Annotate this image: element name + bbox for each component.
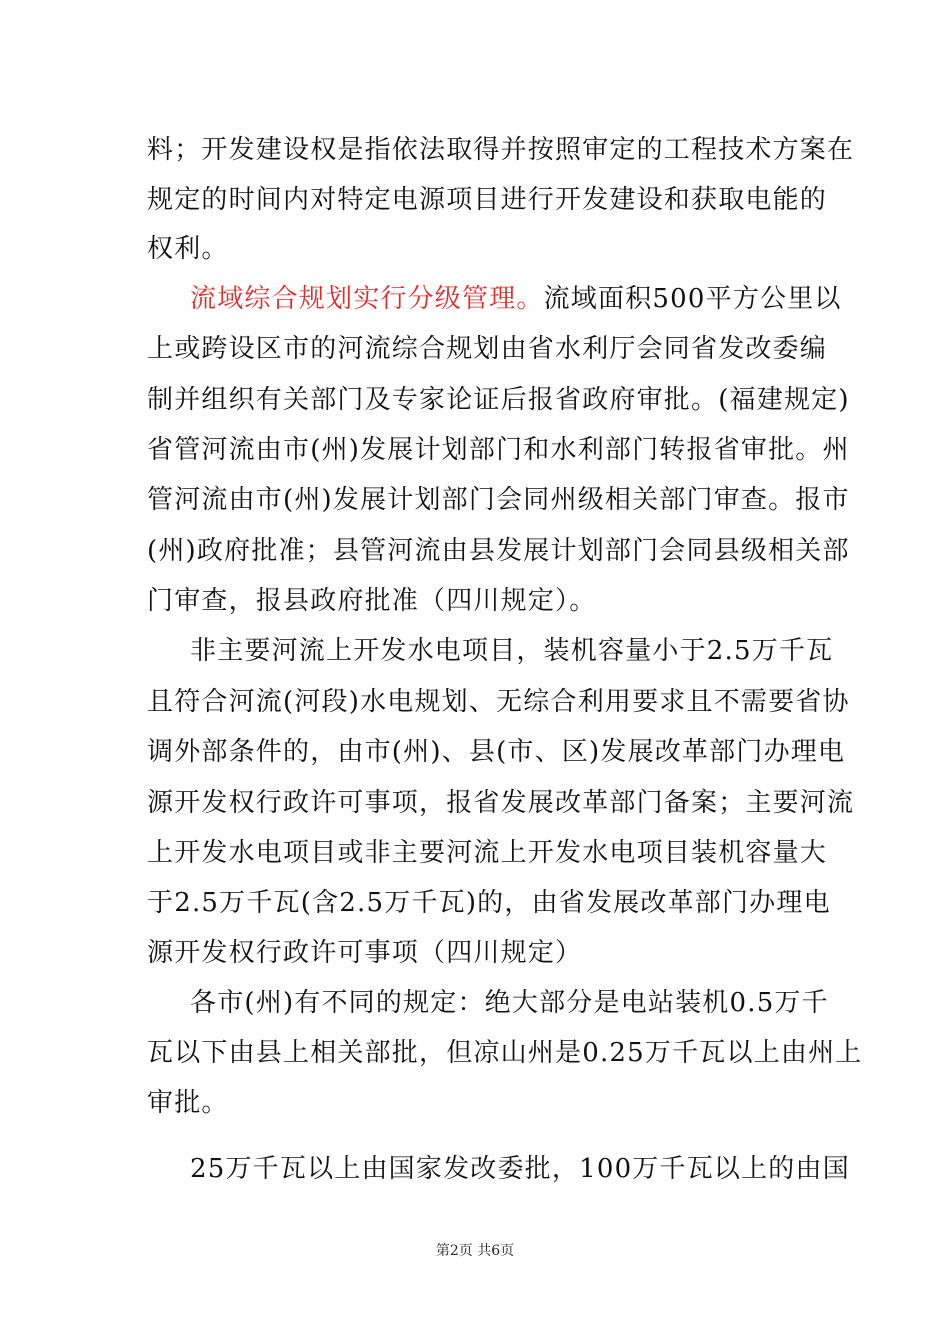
text-line: 制并组织有关部门及专家论证后报省政府审批。(福建规定) bbox=[147, 385, 850, 415]
text-line: 各市(州)有不同的规定：绝大部分是电站装机0.5万千 bbox=[190, 988, 829, 1018]
page-number-footer: 第2页 共6页 bbox=[435, 1243, 515, 1259]
paragraph-heading-line bbox=[190, 282, 870, 316]
text-line: 料；开发建设权是指依法取得并按照审定的工程技术方案在 bbox=[147, 135, 855, 165]
text-line: 源开发权行政许可事项，报省发展改革部门备案；主要河流 bbox=[147, 788, 855, 818]
text-line: 25万千瓦以上由国家发改委批，100万千瓦以上的由国 bbox=[190, 1154, 850, 1184]
text-line: 门审查，报县政府批准（四川规定）。 bbox=[147, 586, 597, 616]
text-line: 上或跨设区市的河流综合规划由省水利厅会同省发改委编 bbox=[147, 334, 828, 364]
text-line: 于2.5万千瓦(含2.5万千瓦)的，由省发展改革部门办理电 bbox=[147, 888, 831, 918]
text-line: 管河流由市(州)发展计划部门会同州级相关部门审查。报市 bbox=[147, 485, 850, 515]
text-line: 瓦以下由县上相关部批，但凉山州是0.25万千瓦以上由州上 bbox=[147, 1038, 863, 1068]
text-line: 调外部条件的，由市(州)、县(市、区)发展改革部门办理电 bbox=[147, 737, 846, 767]
text-line: 非主要河流上开发水电项目，装机容量小于2.5万千瓦 bbox=[190, 636, 834, 666]
text-line: 源开发权行政许可事项（四川规定） bbox=[147, 938, 583, 968]
text-line: 上开发水电项目或非主要河流上开发水电项目装机容量大 bbox=[147, 838, 828, 868]
text-line: 权利。 bbox=[147, 234, 229, 264]
highlighted-heading: 流域综合规划实行分级管理。 bbox=[190, 284, 544, 314]
text-line: (州)政府批准；县管河流由县发展计划部门会同县级相关部 bbox=[147, 536, 850, 566]
text-line: 审批。 bbox=[147, 1088, 229, 1118]
text-line: 规定的时间内对特定电源项目进行开发建设和获取电能的 bbox=[147, 185, 828, 215]
text-line: 且符合河流(河段)水电规划、无综合利用要求且不需要省协 bbox=[147, 687, 850, 717]
text-line: 省管河流由市(州)发展计划部门和水利部门转报省审批。州 bbox=[147, 435, 850, 465]
text-span: 流域面积500平方公里以 bbox=[543, 284, 842, 314]
